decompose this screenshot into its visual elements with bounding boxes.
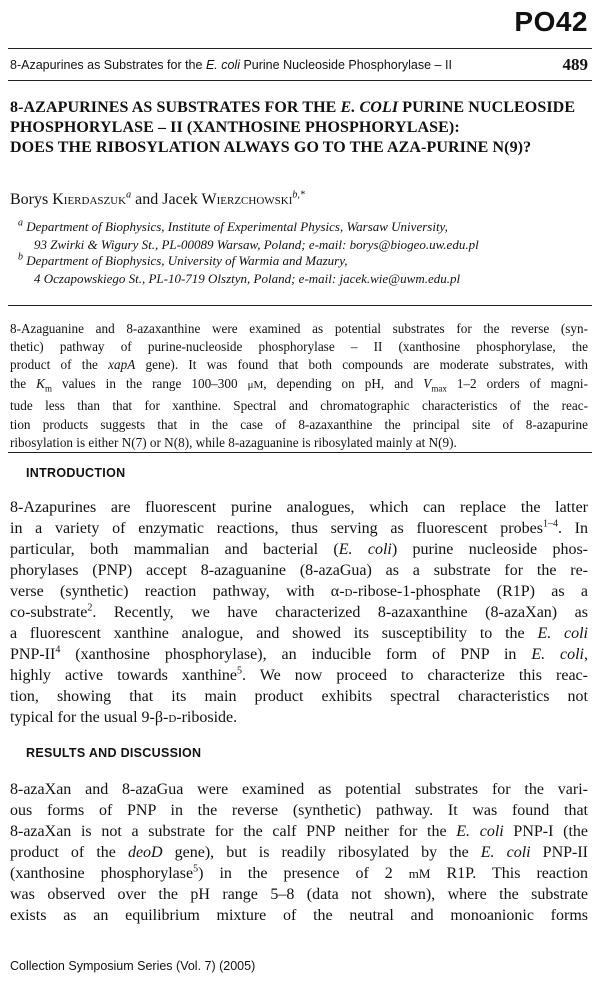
- results-text: 8-azaXan and 8-azaGua were examined as potential substrates for the vari- ous forms of PNP in the reverse (synthetic) pathway. It was found that 8-azaXan is not a substrate for the calf PNP neither for the E. coli PNP-I (the product of the deoD gene), but is readily ribosylated by the E. coli PNP-II (xanthosine phosphorylase$^5$) in the presence of 2 mM R1P. This reaction was observed over the pH range 5–8 (data not shown), where the substrate exists as an equilibrium mixture of the neutral and monoanionic forms: [10, 781, 589, 924]
- affiliation-a: $^a$ Department of Biophysics, Institute of Experimental Physics, Warsaw University, 93 Zwirki & Wigury St., PL-00089 Warsaw, Poland; e-mail: borys@biogeo.uw.edu.pl: [18, 217, 479, 252]
- running-head: [10, 55, 588, 74]
- abstract-bottom-rule: [8, 452, 592, 453]
- running-title-text-end: Purine Nucleoside Phosphorylase – II: [239, 58, 452, 72]
- paper-title: [10, 98, 588, 158]
- header-rule: [8, 80, 592, 81]
- abstract: 8-Azaguanine and 8-azaxanthine were examined as potential substrates for the reverse (syn- thetic) pathway of purine-nucleoside phosphorylase – II (xanthosine phosphorylase, the product of the xapA gene). It was found that both compounds are moderate substrates, with the $K_m$ values in the range 100–300 μM, depending on pH, and $V_{max}$ 1–2 orders of magni- tude less than that for xanthine. Spectral and chromatographic characteristics of the reac- tion products suggests that in the case of 8-azaxanthine the principal site of 8-azapurine ribosylation is either N(7) or N(8), while 8-azaguanine is ribosylated mainly at N(9).: [10, 321, 588, 450]
- section-heading-results: RESULTS AND DISCUSSION: [26, 746, 202, 760]
- title-line-1: 8-AZAPURINES AS SUBSTRATES FOR THE E. COLI PURINE NUCLEOSIDE: [10, 99, 576, 116]
- abstract-top-rule: [8, 305, 592, 306]
- introduction-text: 8-Azapurines are fluorescent purine analogues, which can replace the latter in a variety of enzymatic reactions, thus serving as fluorescent probes$^{1-4}$. In particular, both mammalian and bacterial (E. coli) purine nucleoside phos- phorylases (PNP) accept 8-azaguanine (8-azaGua) as a substrate for the re- verse (synthetic) reaction pathway, with α-d-ribose-1-phosphate (R1P) as a co-substrate$^2$. Recently, we have characterized 8-azaxanthine (8-azaXan) as a fluorescent xanthine analogue, and showed its susceptibility to the E. coli PNP-$II^4$ (xanthosine phosphorylase), an inducible form of PNP in E. coli, highly active towards xanthine$^5$. We now proceed to characterize this reac- tion, showing that its main product exhibits spectral characteristics not typical for the usual 9-β-d-riboside.: [10, 499, 589, 726]
- running-title-text: 8-Azapurines as Substrates for the: [10, 58, 206, 72]
- paper-code: PO42: [514, 6, 588, 37]
- footer-citation: Collection Symposium Series (Vol. 7) (2005): [10, 959, 256, 973]
- affiliation-b: $^b$ Department of Biophysics, University of Warmia and Mazury, 4 Oczapowskiego St., PL-10-719 Olsztyn, Poland; e-mail: jacek.wie@uwm.edu.pl: [18, 251, 461, 286]
- top-rule: [8, 48, 592, 49]
- author-list: Borys Kierdaszuk$^a$ and Jacek Wierzchowski$^{b,*}$: [10, 189, 305, 208]
- page-number: 489: [562, 55, 588, 74]
- title-line-2: PHOSPHORYLASE – II (XANTHOSINE PHOSPHORYLASE):: [10, 119, 460, 136]
- title-line-3: DOES THE RIBOSYLATION ALWAYS GO TO THE AZA-PURINE N(9)?: [10, 139, 532, 156]
- section-heading-introduction: INTRODUCTION: [26, 466, 126, 480]
- running-title-italic: E. coli: [205, 58, 240, 72]
